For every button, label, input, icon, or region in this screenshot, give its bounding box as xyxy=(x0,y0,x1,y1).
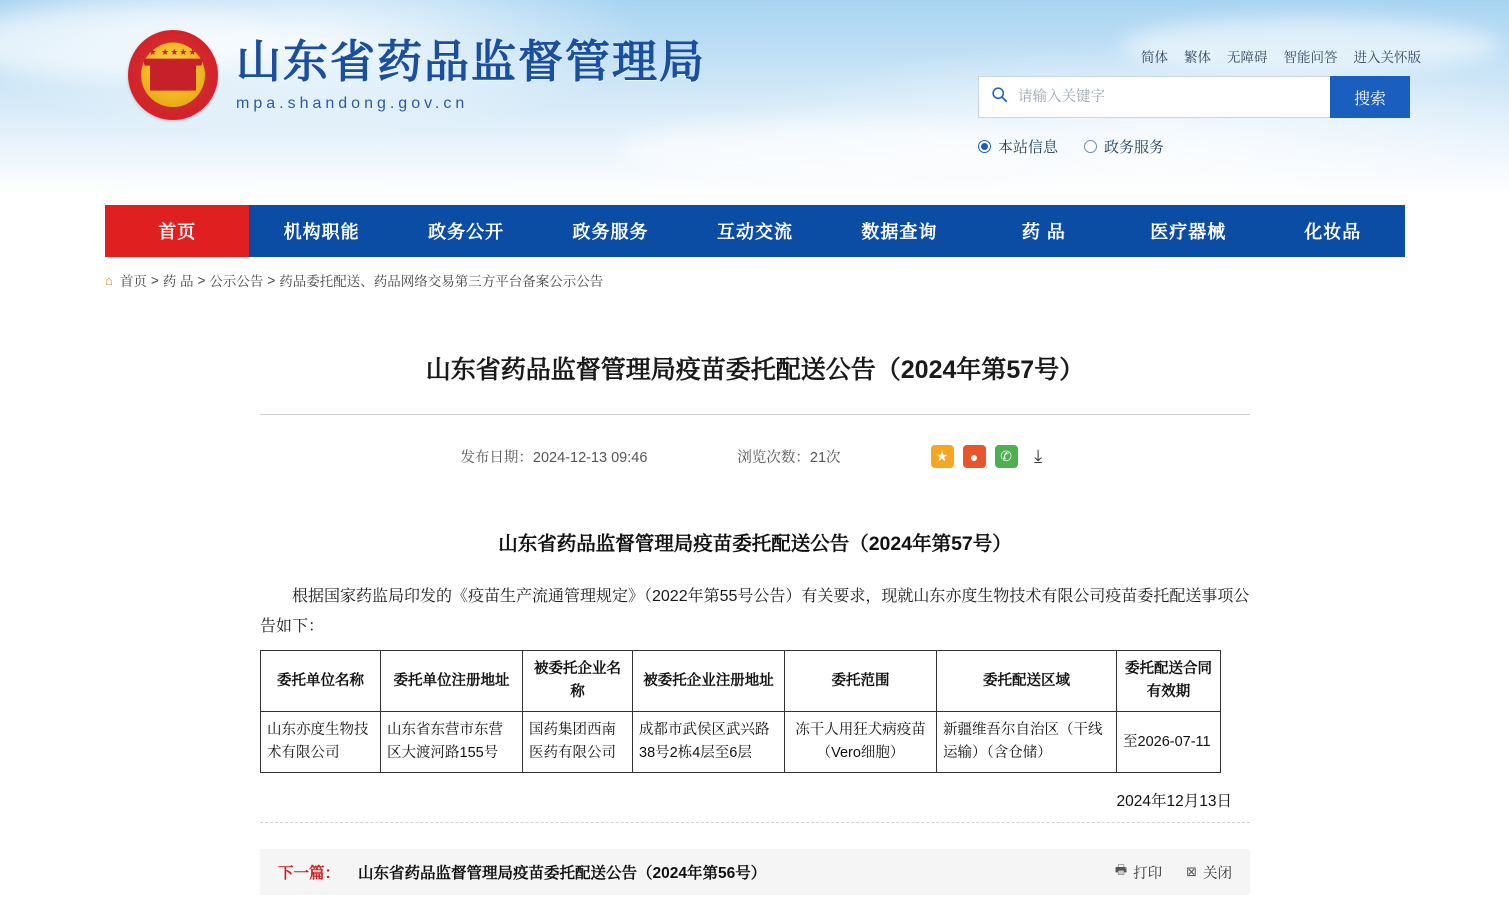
breadcrumb-item-drugs[interactable]: 药 品 xyxy=(162,274,194,289)
table-header-row xyxy=(261,651,1221,712)
table-header-cell: 委托配送合同有效期 xyxy=(1117,651,1221,712)
table-row xyxy=(261,712,1221,773)
next-article-label: 下一篇： xyxy=(278,865,341,882)
download-icon[interactable]: ⤓ xyxy=(1034,446,1043,466)
scope-option-site[interactable] xyxy=(978,136,1058,157)
article-subtitle: 山东省药品监督管理局疫苗委托配送公告（2024年第57号） xyxy=(498,533,1012,555)
table-cell: 成都市武侯区武兴路38号2栋4层至6层 xyxy=(633,712,785,773)
table-header-cell: 被委托企业名称 xyxy=(523,651,633,712)
breadcrumb xyxy=(105,270,603,290)
nav-item-data-query[interactable]: 数据查询 xyxy=(861,222,938,242)
nav-item-cosmetics[interactable]: 化妆品 xyxy=(1304,222,1362,242)
views-value: 21次 xyxy=(809,450,841,466)
next-article-link[interactable]: 山东省药品监督管理局疫苗委托配送公告（2024年第56号） xyxy=(358,865,767,882)
main-nav xyxy=(105,205,1405,257)
close-label: 关闭 xyxy=(1203,865,1232,882)
utility-links xyxy=(1141,46,1421,66)
announcement-table xyxy=(260,650,1221,773)
national-emblem-icon: ★ ★★★★ xyxy=(128,30,218,120)
table-cell: 冻干人用狂犬病疫苗（Vero细胞） xyxy=(785,712,937,773)
nav-item-drugs[interactable]: 药 品 xyxy=(1021,222,1066,242)
nav-item-gov-disclosure[interactable]: 政务公开 xyxy=(428,222,505,242)
radio-site-icon[interactable] xyxy=(978,140,991,153)
cloud-decoration xyxy=(620,120,1040,180)
util-link-accessibility[interactable]: 无障碍 xyxy=(1227,50,1268,65)
article-meta xyxy=(260,445,1250,468)
footer-actions xyxy=(1115,861,1232,883)
site-logo[interactable] xyxy=(128,30,706,120)
table-header-cell: 委托单位名称 xyxy=(261,651,381,712)
util-link-smart-qa[interactable]: 智能问答 xyxy=(1283,50,1338,65)
site-domain: mpa.shandong.gov.cn xyxy=(236,94,469,112)
nav-item-medical-devices[interactable]: 医疗器械 xyxy=(1150,222,1227,242)
scope-option-site-label: 本站信息 xyxy=(998,139,1059,156)
publish-date-block xyxy=(460,446,647,467)
close-icon: ⊠ xyxy=(1186,864,1197,879)
nav-item-interaction[interactable]: 互动交流 xyxy=(716,222,793,242)
breadcrumb-item-home[interactable]: 首页 xyxy=(119,274,147,289)
table-cell: 至2026-07-11 xyxy=(1117,712,1221,773)
printer-icon: 🖶 xyxy=(1114,862,1128,877)
table-cell: 新疆维吾尔自治区（干线运输）（含仓储） xyxy=(937,712,1117,773)
table-header-cell: 委托范围 xyxy=(785,651,937,712)
print-label: 打印 xyxy=(1133,865,1163,882)
weibo-icon[interactable]: ● xyxy=(963,445,986,468)
table-cell: 国药集团西南医药有限公司 xyxy=(523,712,633,773)
util-link-simplified[interactable]: 简体 xyxy=(1141,50,1168,65)
breadcrumb-separator: > xyxy=(150,272,159,288)
site-header xyxy=(0,0,1509,196)
article-title: 山东省药品监督管理局疫苗委托配送公告（2024年第57号） xyxy=(260,350,1250,415)
breadcrumb-separator: > xyxy=(197,272,206,288)
wechat-icon[interactable]: ✆ xyxy=(995,445,1018,468)
article-footer xyxy=(260,849,1250,895)
home-icon: ⌂ xyxy=(105,272,113,288)
search-icon xyxy=(991,86,1008,108)
nav-item-home[interactable]: 首页 xyxy=(105,205,249,257)
publish-date-value: 2024-12-13 09:46 xyxy=(532,450,648,466)
search-bar xyxy=(978,76,1410,118)
article xyxy=(260,350,1250,811)
views-block xyxy=(737,446,840,467)
util-link-care-version[interactable]: 进入关怀版 xyxy=(1353,50,1421,65)
search-box[interactable] xyxy=(978,76,1330,118)
table-cell: 山东省东营市东营区大渡河路155号 xyxy=(381,712,523,773)
search-scope-group xyxy=(978,136,1164,157)
signature-date: 2024年12月13日 xyxy=(1116,793,1232,810)
star-icon[interactable]: ★ xyxy=(931,445,954,468)
close-button[interactable] xyxy=(1186,862,1232,883)
scope-option-service-label: 政务服务 xyxy=(1104,139,1165,156)
print-button[interactable] xyxy=(1115,861,1162,883)
table-cell: 山东亦度生物技术有限公司 xyxy=(261,712,381,773)
publish-date-label: 发布日期： xyxy=(460,450,533,466)
nav-item-gov-service[interactable]: 政务服务 xyxy=(572,222,649,242)
search-button[interactable]: 搜索 xyxy=(1330,76,1410,118)
share-icons xyxy=(931,445,1050,468)
article-paragraph: 根据国家药监局印发的《疫苗生产流通管理规定》（2022年第55号公告）有关要求，现就山东亦度生物技术有限公司疫苗委托配送事项公告如下： xyxy=(260,588,1250,635)
scope-option-service[interactable] xyxy=(1084,136,1164,157)
divider xyxy=(260,822,1250,823)
breadcrumb-separator: > xyxy=(267,272,276,288)
breadcrumb-item-announcements[interactable]: 公示公告 xyxy=(209,274,264,289)
breadcrumb-item-current[interactable]: 药品委托配送、药品网络交易第三方平台备案公示公告 xyxy=(279,274,604,289)
radio-service-icon[interactable] xyxy=(1084,140,1097,153)
search-input[interactable] xyxy=(1008,77,1330,117)
table-header-cell: 委托配送区域 xyxy=(937,651,1117,712)
util-link-traditional[interactable]: 繁体 xyxy=(1184,50,1211,65)
views-label: 浏览次数： xyxy=(737,450,810,466)
table-header-cell: 委托单位注册地址 xyxy=(381,651,523,712)
page-title: 山东省药品监督管理局 xyxy=(236,35,707,89)
nav-item-organization[interactable]: 机构职能 xyxy=(283,222,360,242)
table-header-cell: 被委托企业注册地址 xyxy=(633,651,785,712)
